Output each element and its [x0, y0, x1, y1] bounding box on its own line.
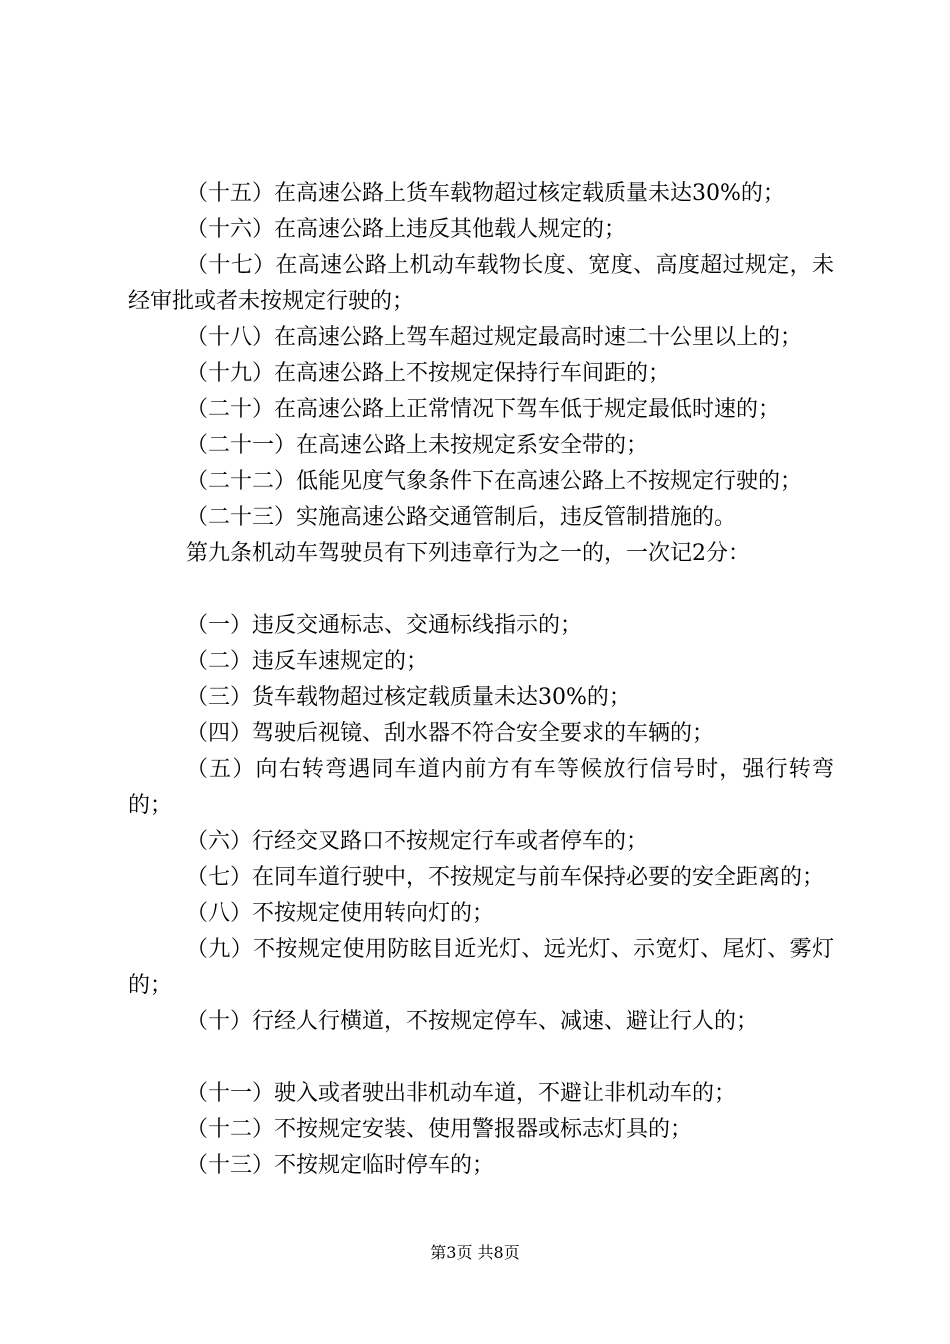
paragraph-item-17: （十七）在高速公路上机动车载物长度、宽度、高度超过规定，未经审批或者未按规定行驶的； [128, 253, 834, 314]
paragraph-item-8: （八）不按规定使用转向灯的； [186, 901, 495, 926]
paragraph-item-3: （三）货车载物超过核定载质量未达30%的； [186, 685, 631, 710]
paragraph-item-12: （十二）不按规定安装、使用警报器或标志灯具的； [186, 1117, 693, 1142]
paragraph-item-4: （四）驾驶后视镜、刮水器不符合安全要求的车辆的； [186, 721, 715, 746]
document-body [128, 176, 834, 1184]
page-footer [0, 1242, 950, 1264]
paragraph-item-21: （二十一）在高速公路上未按规定系安全带的； [186, 433, 649, 458]
paragraph-item-2: （二）违反车速规定的； [186, 649, 429, 674]
paragraph-item-16: （十六）在高速公路上违反其他载人规定的； [186, 217, 627, 242]
paragraph-item-7: （七）在同车道行驶中，不按规定与前车保持必要的安全距离的； [186, 865, 825, 890]
page-number-label: 第3页 共8页 [430, 1243, 520, 1262]
paragraph-item-22: （二十二）低能见度气象条件下在高速公路上不按规定行驶的； [186, 469, 803, 494]
paragraph-item-10: （十）行经人行横道，不按规定停车、减速、避让行人的； [186, 1009, 759, 1034]
paragraph-item-11: （十一）驶入或者驶出非机动车道，不避让非机动车的； [186, 1081, 737, 1106]
paragraph-item-5: （五）向右转弯遇同车道内前方有车等候放行信号时，强行转弯的； [128, 757, 834, 818]
paragraph-item-13: （十三）不按规定临时停车的； [186, 1153, 495, 1178]
article-nine-heading: 第九条机动车驾驶员有下列违章行为之一的，一次记2分： [186, 541, 750, 566]
paragraph-item-6: （六）行经交叉路口不按规定行车或者停车的； [186, 829, 649, 854]
paragraph-item-23: （二十三）实施高速公路交通管制后，违反管制措施的。 [186, 505, 737, 530]
paragraph-item-9: （九）不按规定使用防眩目近光灯、远光灯、示宽灯、尾灯、雾灯的； [128, 937, 834, 998]
paragraph-item-1: （一）违反交通标志、交通标线指示的； [186, 613, 583, 638]
paragraph-item-20: （二十）在高速公路上正常情况下驾车低于规定最低时速的； [186, 397, 781, 422]
paragraph-item-19: （十九）在高速公路上不按规定保持行车间距的； [186, 361, 671, 386]
paragraph-item-15: （十五）在高速公路上货车载物超过核定载质量未达30%的； [186, 181, 785, 206]
paragraph-item-18: （十八）在高速公路上驾车超过规定最高时速二十公里以上的； [186, 325, 803, 350]
